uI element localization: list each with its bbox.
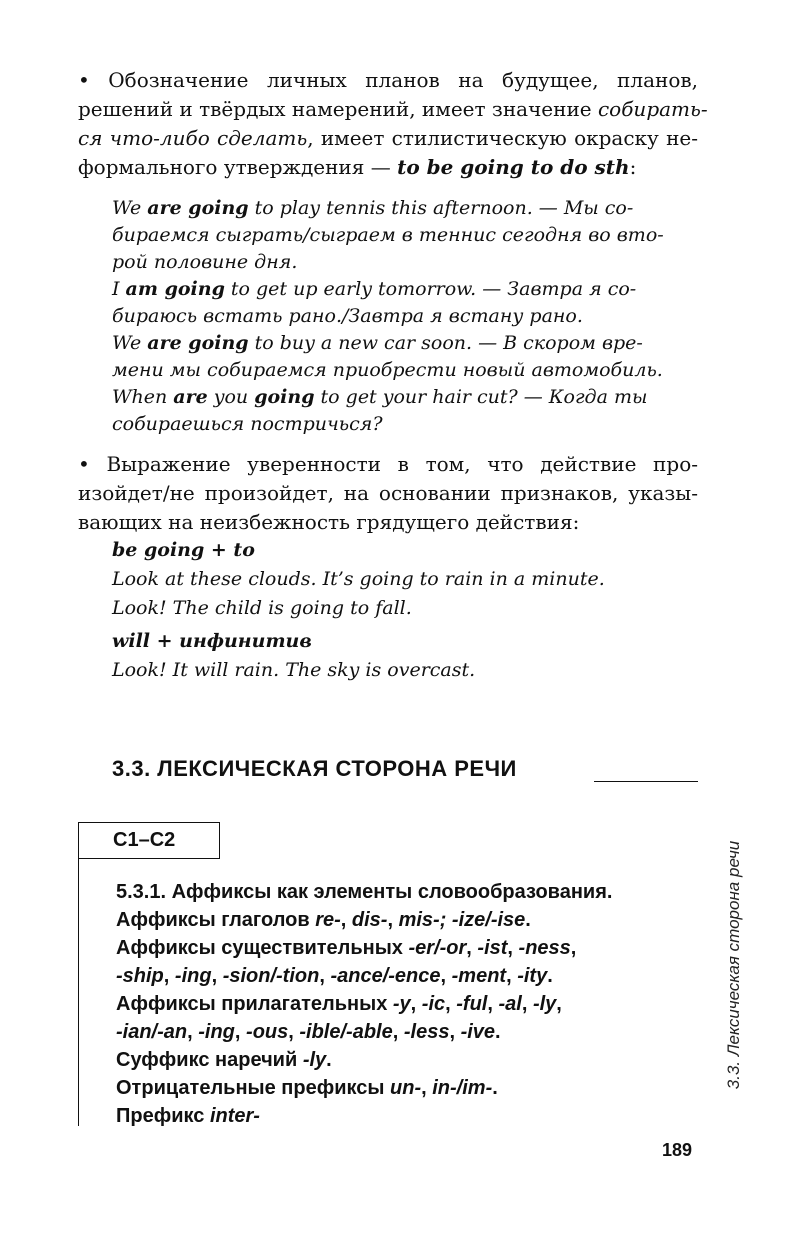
text-line: решений и твёрдых намерений, имеет значение собирать- [78, 97, 708, 121]
text-line: • Обозначение личных планов на будущее, планов, [78, 68, 698, 92]
example-line: бираемся сыграть/сыграем в теннис сегодня во вто- [112, 224, 664, 246]
heading-rule [594, 781, 698, 782]
paragraph-future-plans [78, 66, 708, 182]
affix-line: Аффиксы существительных -er/-or, -ist, -ness, [116, 937, 577, 959]
affix-line: Аффиксы глаголов re-, dis-, mis-; -ize/-ise. [116, 909, 531, 931]
text-line: изойдет/не произойдет, на основании признаков, указы- [78, 481, 698, 505]
affix-line: Суффикс наречий -ly. [116, 1049, 332, 1071]
affixes-list [116, 878, 706, 1130]
example-line: Look! The child is going to fall. [112, 597, 412, 619]
affix-heading: 5.3.1. Аффиксы как элементы словообразования. [116, 881, 613, 903]
affix-line: Отрицательные префиксы un-, in-/im-. [116, 1077, 498, 1099]
example-line: When are you going to get your hair cut? — Когда ты [112, 386, 648, 408]
running-title-text: 3.3. Лексическая сторона речи [724, 840, 743, 1090]
section-heading [112, 756, 698, 786]
example-line: рой половине дня. [112, 251, 298, 273]
affix-line: Аффиксы прилагательных -y, -ic, -ful, -al, -ly, [116, 993, 562, 1015]
example-line: мени мы собираемся приобрести новый автомобиль. [112, 359, 663, 381]
text-line: • Выражение уверенности в том, что действие про- [78, 452, 698, 476]
rule-will: will + инфинитив [112, 630, 312, 652]
example-line: Look! It will rain. The sky is overcast. [112, 659, 476, 681]
text-line: вающих на неизбежность грядущего действия: [78, 510, 580, 534]
affix-line: Префикс inter- [116, 1105, 260, 1127]
box-divider [78, 858, 220, 859]
level-tab [78, 822, 220, 858]
text-line: формального утверждения — to be going to do sth: [78, 155, 637, 179]
paragraph-certainty [78, 450, 698, 537]
example-line: We are going to buy a new car soon. — В скором вре- [112, 332, 643, 354]
rule-be-going-to: be going + to [112, 539, 255, 561]
level-label: С1–С2 [113, 829, 176, 851]
examples-block-1 [112, 195, 698, 438]
section-heading-text: 3.3. ЛЕКСИЧЕСКАЯ СТОРОНА РЕЧИ [112, 756, 517, 781]
example-line: Look at these clouds. It’s going to rain in a minute. [112, 568, 605, 590]
box-left-border [78, 858, 79, 1126]
page-number: 189 [662, 1140, 693, 1160]
examples-block-2 [112, 536, 698, 685]
example-line: собираешься постричься? [112, 413, 383, 435]
example-line: We are going to play tennis this afternoon. — Мы со- [112, 197, 634, 219]
example-line: бираюсь встать рано./Завтра я встану рано. [112, 305, 583, 327]
affix-line: -ian/-an, -ing, -ous, -ible/-able, -less, -ive. [116, 1021, 501, 1043]
text-line: ся что-либо сделать, имеет стилистическую окраску не- [78, 126, 698, 150]
example-line: I am going to get up early tomorrow. — Завтра я со- [112, 278, 637, 300]
affix-line: -ship, -ing, -sion/-tion, -ance/-ence, -ment, -ity. [116, 965, 553, 987]
running-title [714, 800, 754, 1130]
